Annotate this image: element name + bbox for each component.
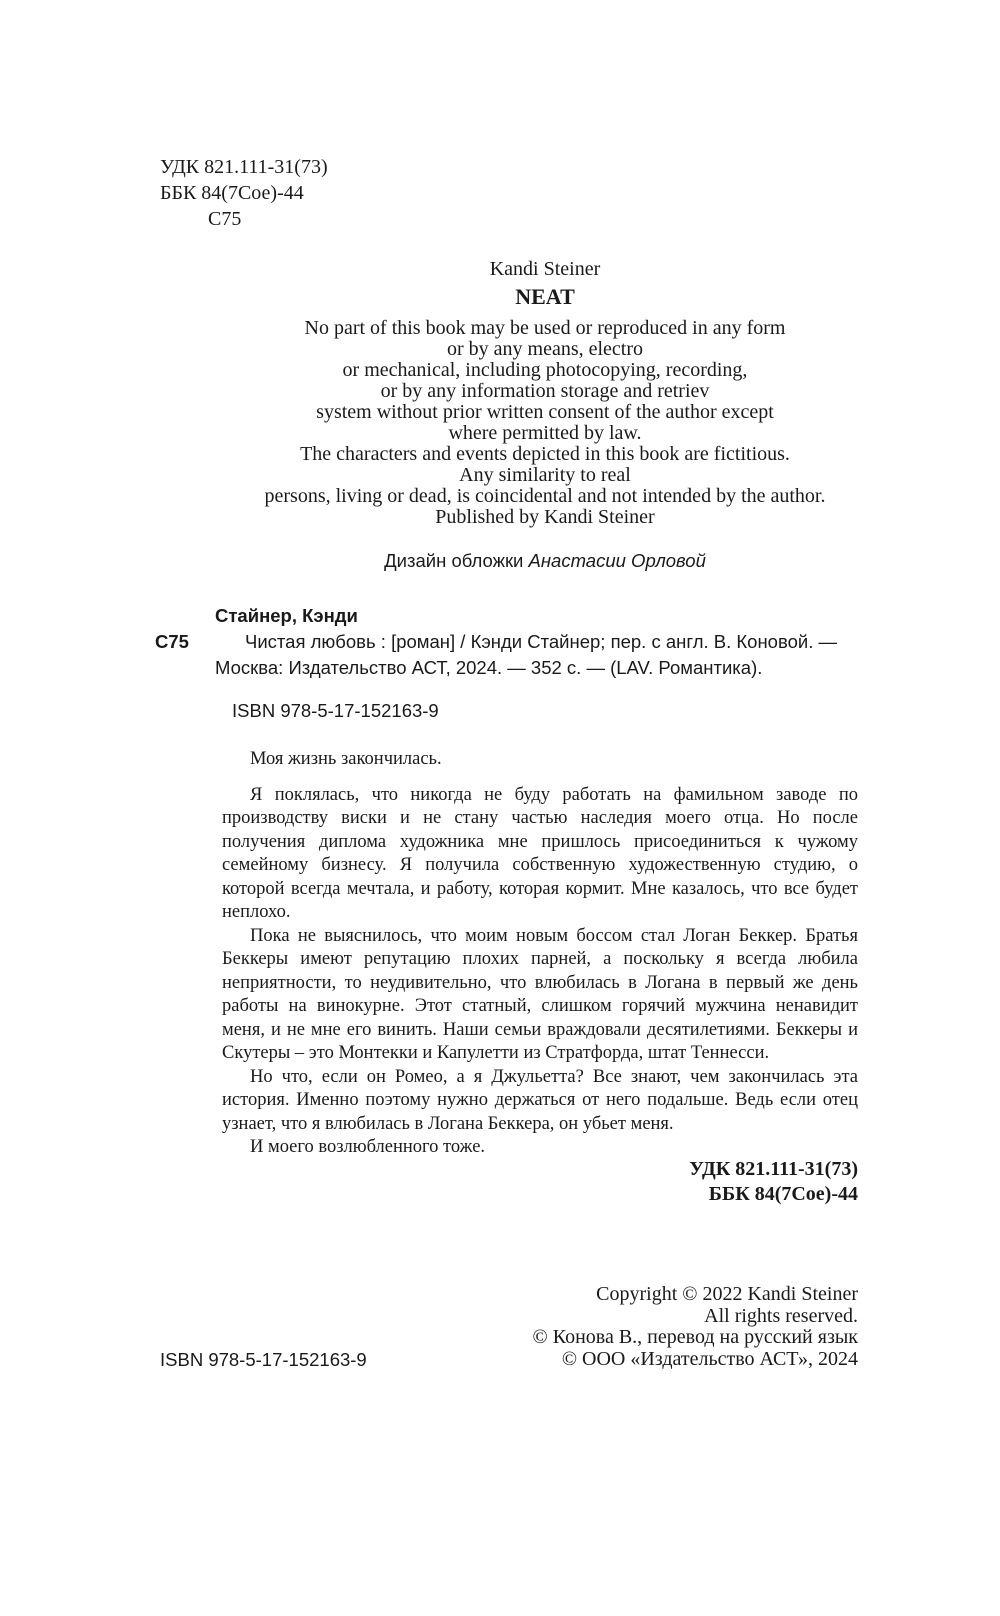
annotation [222, 748, 858, 1160]
udk-code: УДК 821.111-31(73) [160, 156, 328, 178]
catalog-mark: С75 [155, 631, 189, 652]
copyright-isbn: ISBN 978-5-17-152163-9 [160, 1349, 367, 1370]
notice-line: Published by Kandi Steiner [435, 506, 655, 528]
notice-line: or by any information storage and retriev [380, 380, 710, 402]
copyright-line: © Конова В., перевод на русский язык [532, 1326, 858, 1348]
bbk-code: ББК 84(7Сое)-44 [160, 182, 304, 204]
author-mark: С75 [208, 208, 242, 230]
catalog-author-heading: Стайнер, Кэнди [215, 605, 358, 626]
copyright-line: © ООО «Издательство АСТ», 2024 [561, 1347, 858, 1370]
copyright-line: Copyright © 2022 Kandi Steiner [596, 1283, 858, 1305]
catalog-line-1: Чистая любовь : [роман] / Кэнди Стайнер; пер. с англ. В. Коновой. — [245, 631, 837, 652]
annotation-paragraph: Но что, если он Ромео, а я Джульетта? Все знают, чем закончилась эта история. Именно поэтому нужно держаться от него подальше. Ведь если отец узнает, что я влюбилась в Логана Беккера, он убьет меня. [222, 1066, 858, 1134]
annotation-paragraph: Я поклялась, что никогда не буду работать на фамильном заводе по производству виски и не стану частью наследия моего отца. Но после получения диплома художника мне пришлось присоединиться к чужому семейному бизнесу. Я получила собственную художественную студию, о которой всегда мечтала, и работу, которая кормит. Мне казалось, что все будет неплохо. [222, 784, 858, 922]
copyright-line: All rights reserved. [704, 1304, 858, 1327]
catalog-isbn: ISBN 978-5-17-152163-9 [232, 700, 439, 721]
designer-name: Анастасии Орловой [528, 550, 706, 571]
notice-line: system without prior written consent of the author except [316, 401, 774, 423]
notice-line: or mechanical, including photocopying, recording, [342, 359, 748, 381]
design-credit-prefix: Дизайн обложки [384, 550, 529, 571]
notice-line: where permitted by law. [448, 422, 642, 444]
notice-line: or by any means, electro [446, 338, 644, 360]
notice-line: The characters and events depicted in this book are fictitious. [300, 443, 790, 465]
annotation-paragraph: Пока не выяснилось, что моим новым боссом стал Логан Беккер. Братья Беккеры имеют репутацию плохих парней, а поскольку я всегда любила неприятности, то неудивительно, что влюбилась в Логана в первый же день работы на винокурне. Этот статный, слишком горячий мужчина ненавидит меня, и не мне его винить. Наши семьи враждовали десятилетиями. Беккеры и Скутеры – это Монтекки и Капулетти из Стратфорда, штат Теннесси. [222, 925, 858, 1063]
copyright-block [533, 1284, 858, 1370]
notice-line: Any similarity to real [459, 464, 631, 486]
notice-line: persons, living or dead, is coincidental and not intended by the author. [264, 485, 826, 507]
original-author: Kandi Steiner [489, 258, 601, 280]
bottom-bbk-code: ББК 84(7Сое)-44 [708, 1183, 858, 1205]
notice-line: No part of this book may be used or reproduced in any form [304, 317, 786, 339]
bottom-udk-code: УДК 821.111-31(73) [689, 1158, 858, 1180]
annotation-paragraph: Моя жизнь закончилась. [250, 749, 442, 769]
original-title: NEAT [515, 284, 575, 309]
design-credit [180, 549, 910, 573]
annotation-paragraph: И моего возлюбленного тоже. [250, 1137, 486, 1157]
copyright-notice [180, 318, 910, 528]
catalog-line-2: Москва: Издательство АСТ, 2024. — 352 с. — (LAV. Романтика). [215, 657, 763, 678]
